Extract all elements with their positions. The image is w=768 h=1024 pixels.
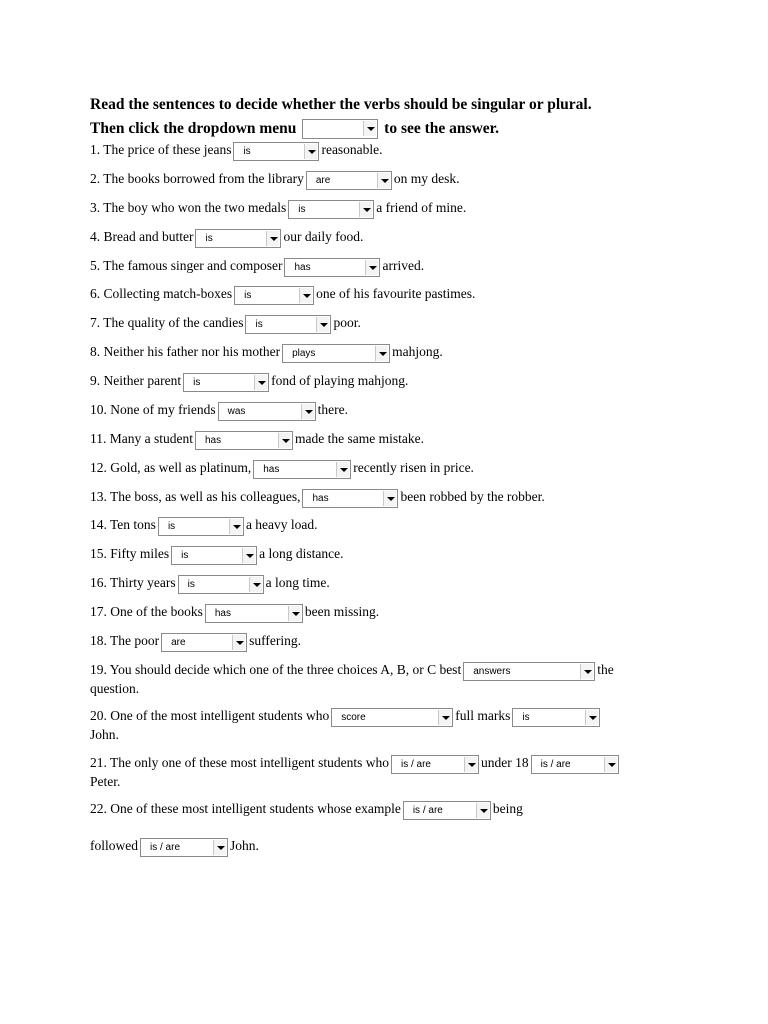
question-11: 11. Many a student has made the same mistake. (90, 431, 424, 450)
answer-dropdown[interactable]: is (233, 142, 319, 161)
chevron-down-icon (383, 491, 396, 506)
answer-dropdown[interactable]: is (195, 229, 281, 248)
question-1: 1. The price of these jeans is reasonable. (90, 142, 383, 161)
example-dropdown[interactable] (302, 119, 378, 139)
chevron-down-icon (359, 202, 372, 217)
instruction-text-after: to see the answer. (384, 120, 499, 137)
answer-dropdown-1[interactable]: is / are (391, 755, 479, 774)
answer-dropdown[interactable]: has (195, 431, 293, 450)
chevron-down-icon (377, 173, 390, 188)
question-21: 21. The only one of these most intelligent students who is / are under 18 is / are (90, 755, 621, 774)
question-10: 10. None of my friends was there. (90, 402, 348, 421)
chevron-down-icon (278, 433, 291, 448)
answer-dropdown-2[interactable]: is (512, 708, 600, 727)
question-19-continued: question. (90, 681, 140, 696)
answer-dropdown[interactable]: are (161, 633, 247, 652)
chevron-down-icon (304, 144, 317, 159)
chevron-down-icon (336, 462, 349, 477)
question-12: 12. Gold, as well as platinum, has recently risen in price. (90, 460, 474, 479)
answer-dropdown[interactable]: has (284, 258, 380, 277)
question-2: 2. The books borrowed from the library are on my desk. (90, 171, 459, 190)
instruction-line-1: Read the sentences to decide whether the verbs should be singular or plural. (90, 96, 592, 113)
chevron-down-icon (464, 757, 477, 772)
question-15: 15. Fifty miles is a long distance. (90, 546, 344, 565)
chevron-down-icon (266, 231, 279, 246)
question-21-continued: Peter. (90, 774, 121, 789)
question-20: 20. One of the most intelligent students who score full marks is (90, 708, 602, 727)
answer-dropdown[interactable]: is (171, 546, 257, 565)
answer-dropdown[interactable]: plays (282, 344, 390, 363)
question-9: 9. Neither parent is fond of playing mahjong. (90, 373, 408, 392)
question-17: 17. One of the books has been missing. (90, 604, 379, 623)
chevron-down-icon (299, 288, 312, 303)
chevron-down-icon (580, 664, 593, 679)
chevron-down-icon (316, 317, 329, 332)
question-22-continued: followed is / are John. (90, 838, 259, 857)
answer-dropdown[interactable]: was (218, 402, 316, 421)
answer-dropdown[interactable]: answers (463, 662, 595, 681)
question-14: 14. Ten tons is a heavy load. (90, 517, 318, 536)
chevron-down-icon (375, 346, 388, 361)
chevron-down-icon (585, 710, 598, 725)
chevron-down-icon (476, 803, 489, 818)
chevron-down-icon (301, 404, 314, 419)
question-16: 16. Thirty years is a long time. (90, 575, 330, 594)
instruction-line-2 (90, 119, 499, 139)
answer-dropdown-1[interactable]: is / are (403, 801, 491, 820)
chevron-down-icon (242, 548, 255, 563)
chevron-down-icon (604, 757, 617, 772)
chevron-down-icon (363, 121, 376, 136)
answer-dropdown-2[interactable]: is / are (531, 755, 619, 774)
answer-dropdown[interactable]: is (178, 575, 264, 594)
answer-dropdown[interactable]: has (205, 604, 303, 623)
chevron-down-icon (229, 519, 242, 534)
question-4: 4. Bread and butter is our daily food. (90, 229, 363, 248)
answer-dropdown[interactable]: has (253, 460, 351, 479)
question-3: 3. The boy who won the two medals is a friend of mine. (90, 200, 466, 219)
question-13: 13. The boss, as well as his colleagues, has been robbed by the robber. (90, 489, 545, 508)
chevron-down-icon (213, 840, 226, 855)
answer-dropdown[interactable]: is (234, 286, 314, 305)
chevron-down-icon (249, 577, 262, 592)
chevron-down-icon (438, 710, 451, 725)
question-6: 6. Collecting match-boxes is one of his favourite pastimes. (90, 286, 475, 305)
answer-dropdown[interactable]: has (302, 489, 398, 508)
answer-dropdown[interactable]: is (183, 373, 269, 392)
question-18: 18. The poor are suffering. (90, 633, 301, 652)
chevron-down-icon (365, 260, 378, 275)
question-22: 22. One of these most intelligent students whose example is / are being (90, 801, 523, 820)
answer-dropdown[interactable]: are (306, 171, 392, 190)
answer-dropdown[interactable]: is (288, 200, 374, 219)
chevron-down-icon (288, 606, 301, 621)
question-20-continued: John. (90, 727, 119, 742)
answer-dropdown[interactable]: is (158, 517, 244, 536)
question-19: 19. You should decide which one of the three choices A, B, or C best answers the (90, 662, 614, 681)
question-7: 7. The quality of the candies is poor. (90, 315, 361, 334)
question-5: 5. The famous singer and composer has arrived. (90, 258, 424, 277)
answer-dropdown-2[interactable]: is / are (140, 838, 228, 857)
chevron-down-icon (232, 635, 245, 650)
answer-dropdown-1[interactable]: score (331, 708, 453, 727)
answer-dropdown[interactable]: is (245, 315, 331, 334)
chevron-down-icon (254, 375, 267, 390)
instruction-text-before: Then click the dropdown menu (90, 120, 297, 137)
question-8: 8. Neither his father nor his mother plays mahjong. (90, 344, 443, 363)
